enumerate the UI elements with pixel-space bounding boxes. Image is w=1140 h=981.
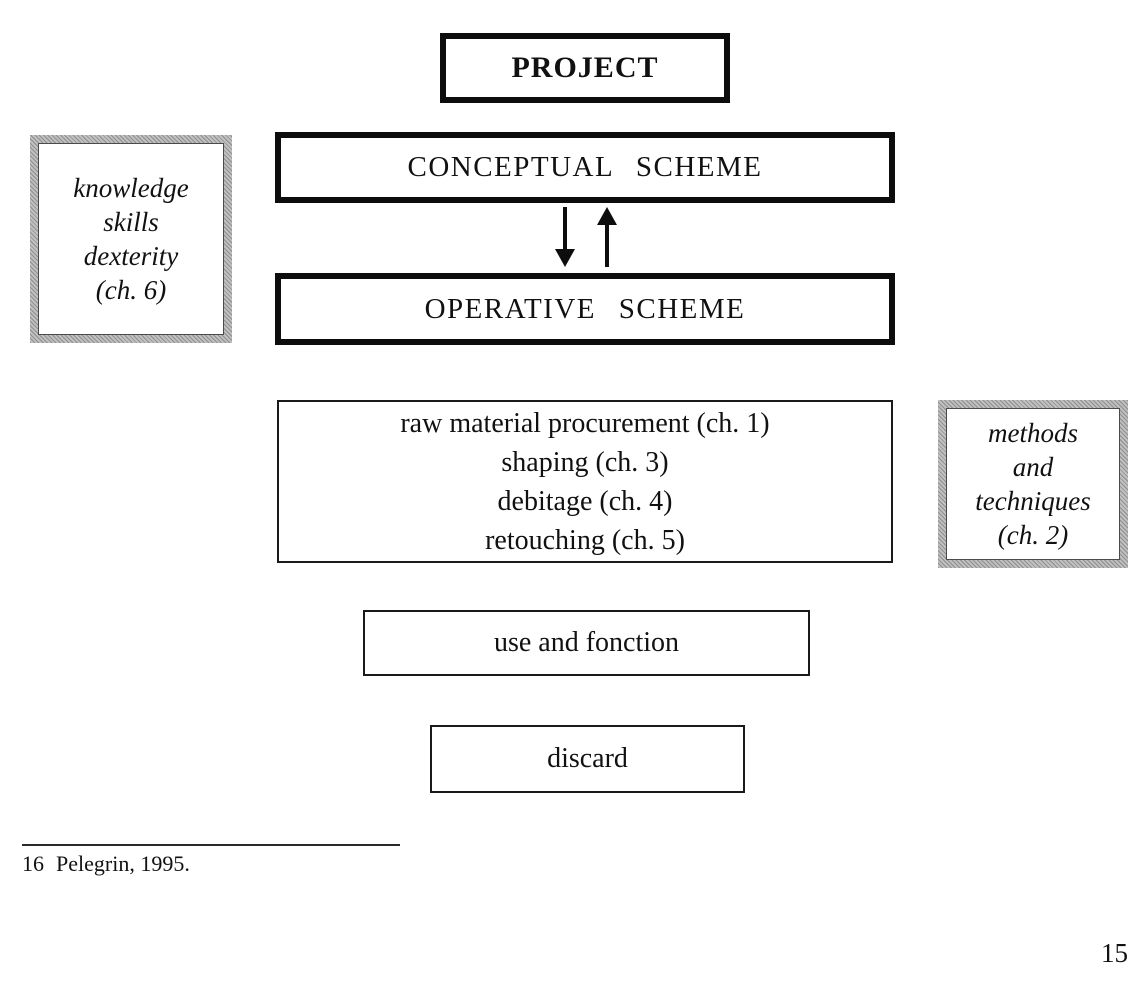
down-arrow-icon <box>555 207 575 267</box>
use-and-fonction-label: use and fonction <box>493 627 680 658</box>
page-number: 15 <box>1101 938 1128 968</box>
conceptual-scheme-box <box>275 132 895 203</box>
chapters-box-line: shaping (ch. 3) <box>501 446 669 478</box>
knowledge-box-line: knowledge <box>73 173 189 203</box>
up-arrow-icon <box>597 207 617 267</box>
chapters-box <box>277 400 893 563</box>
knowledge-box-line: skills <box>103 207 159 237</box>
chapters-box-line: debitage (ch. 4) <box>497 485 673 517</box>
chapters-box-line: retouching (ch. 5) <box>485 524 685 556</box>
footnote-marker: 16 <box>22 851 44 876</box>
project-label: PROJECT <box>511 51 659 84</box>
bidirectional-arrows <box>545 205 625 269</box>
knowledge-box-inner <box>38 143 224 335</box>
knowledge-skills-dexterity-box <box>30 135 232 343</box>
discard-box <box>430 725 745 793</box>
chapters-box-line: raw material procurement (ch. 1) <box>400 407 770 439</box>
discard-label: discard <box>547 743 628 774</box>
methods-box-inner <box>946 408 1120 560</box>
footnote <box>22 851 190 877</box>
operative-scheme-label: OPERATIVE SCHEME <box>424 292 746 325</box>
knowledge-box-line: dexterity <box>83 241 179 271</box>
footnote-divider <box>22 844 400 846</box>
methods-box-line: methods <box>988 418 1078 448</box>
use-and-fonction-box <box>363 610 810 676</box>
methods-and-techniques-box <box>938 400 1128 568</box>
project-box <box>440 33 730 103</box>
methods-box-line: and <box>1012 452 1054 482</box>
methods-box-line: (ch. 2) <box>997 520 1069 550</box>
operative-scheme-box <box>275 273 895 345</box>
methods-box-line: techniques <box>975 486 1091 516</box>
knowledge-box-line: (ch. 6) <box>95 275 167 305</box>
footnote-text: Pelegrin, 1995. <box>56 851 190 876</box>
conceptual-scheme-label: CONCEPTUAL SCHEME <box>407 151 763 183</box>
